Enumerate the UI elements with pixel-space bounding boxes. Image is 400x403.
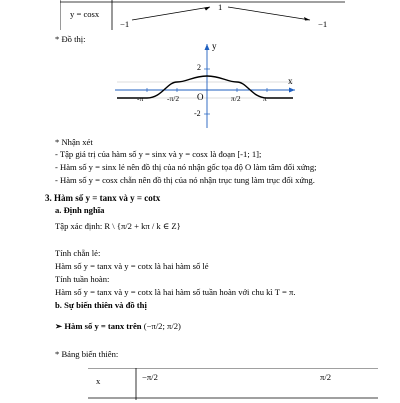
tan-table-right-bound: π/2: [320, 372, 332, 382]
parity-label: Tính chẵn lẻ:: [55, 248, 101, 258]
cosine-graph-svg: [95, 40, 310, 130]
top-table-func-label: y = cosx: [70, 9, 100, 19]
remarks-heading: * Nhận xét: [55, 137, 93, 147]
tan-heading-line: [55, 321, 181, 332]
top-table-max-value: 1: [218, 2, 223, 12]
graph-origin-label: O: [197, 92, 204, 102]
graph-x-tick-half-pi: π/2: [231, 94, 241, 103]
graph-x-tick-pi: π: [263, 94, 267, 103]
section3-title: 3. Hàm số y = tanx và y = cotx: [45, 193, 161, 203]
remark-line: - Hàm số y = sinx lẻ nên đồ thị của nó nhận gốc tọa độ O làm tâm đối xứng;: [55, 162, 317, 172]
domain-set: R \ {π/2 + kπ / k ∈ Z}: [104, 221, 181, 231]
graph-y-tick-bottom: -2: [194, 109, 201, 118]
top-table-lines: [60, 0, 345, 30]
periodic-text: Hàm số y = tanx và y = cotx là hai hàm số tuần hoàn với chu kì T = π.: [55, 287, 296, 297]
section3-sub-a: a. Định nghĩa: [55, 205, 105, 215]
section3-sub-b: b. Sự biến thiên và đồ thị: [55, 300, 147, 310]
top-variation-table: [60, 0, 345, 30]
arrow-bullet-icon: ➢: [55, 321, 63, 331]
table-heading: * Bảng biến thiên:: [55, 349, 119, 359]
tan-interval: (−π/2; π/2): [143, 321, 181, 331]
tan-table-x-label: x: [96, 376, 101, 386]
tan-heading: Hàm số y = tanx trên: [64, 321, 142, 331]
tan-table-lines: [88, 368, 378, 400]
tan-table-left-bound: −π/2: [142, 372, 158, 382]
top-table-min-left: −1: [120, 19, 130, 29]
remark-line: - Hàm số y = cosx chẵn nên đồ thị của nó nhận trục tung làm trục đối xứng.: [55, 175, 315, 185]
graph-x-label: x: [288, 76, 293, 86]
top-table-min-right: −1: [318, 19, 328, 29]
graph-y-tick-top: 2: [197, 63, 201, 72]
domain-prefix: Tập xác định:: [55, 221, 105, 231]
graph-x-tick-neg-half-pi: -π/2: [167, 94, 180, 103]
graph-y-label: y: [212, 41, 217, 51]
graph-x-tick-neg-pi: -π: [137, 94, 144, 103]
periodic-label: Tính tuần hoàn:: [55, 274, 110, 284]
cosine-graph: [95, 40, 310, 130]
remark-line: - Tập giá trị của hàm số y = sinx và y = cosx là đoạn [-1; 1];: [55, 149, 262, 159]
graph-heading: * Đồ thị:: [55, 34, 86, 44]
parity-text: Hàm số y = tanx và y = cotx là hai hàm số lẻ: [55, 261, 209, 271]
tan-variation-table: [88, 368, 378, 400]
domain-line: [55, 221, 181, 232]
